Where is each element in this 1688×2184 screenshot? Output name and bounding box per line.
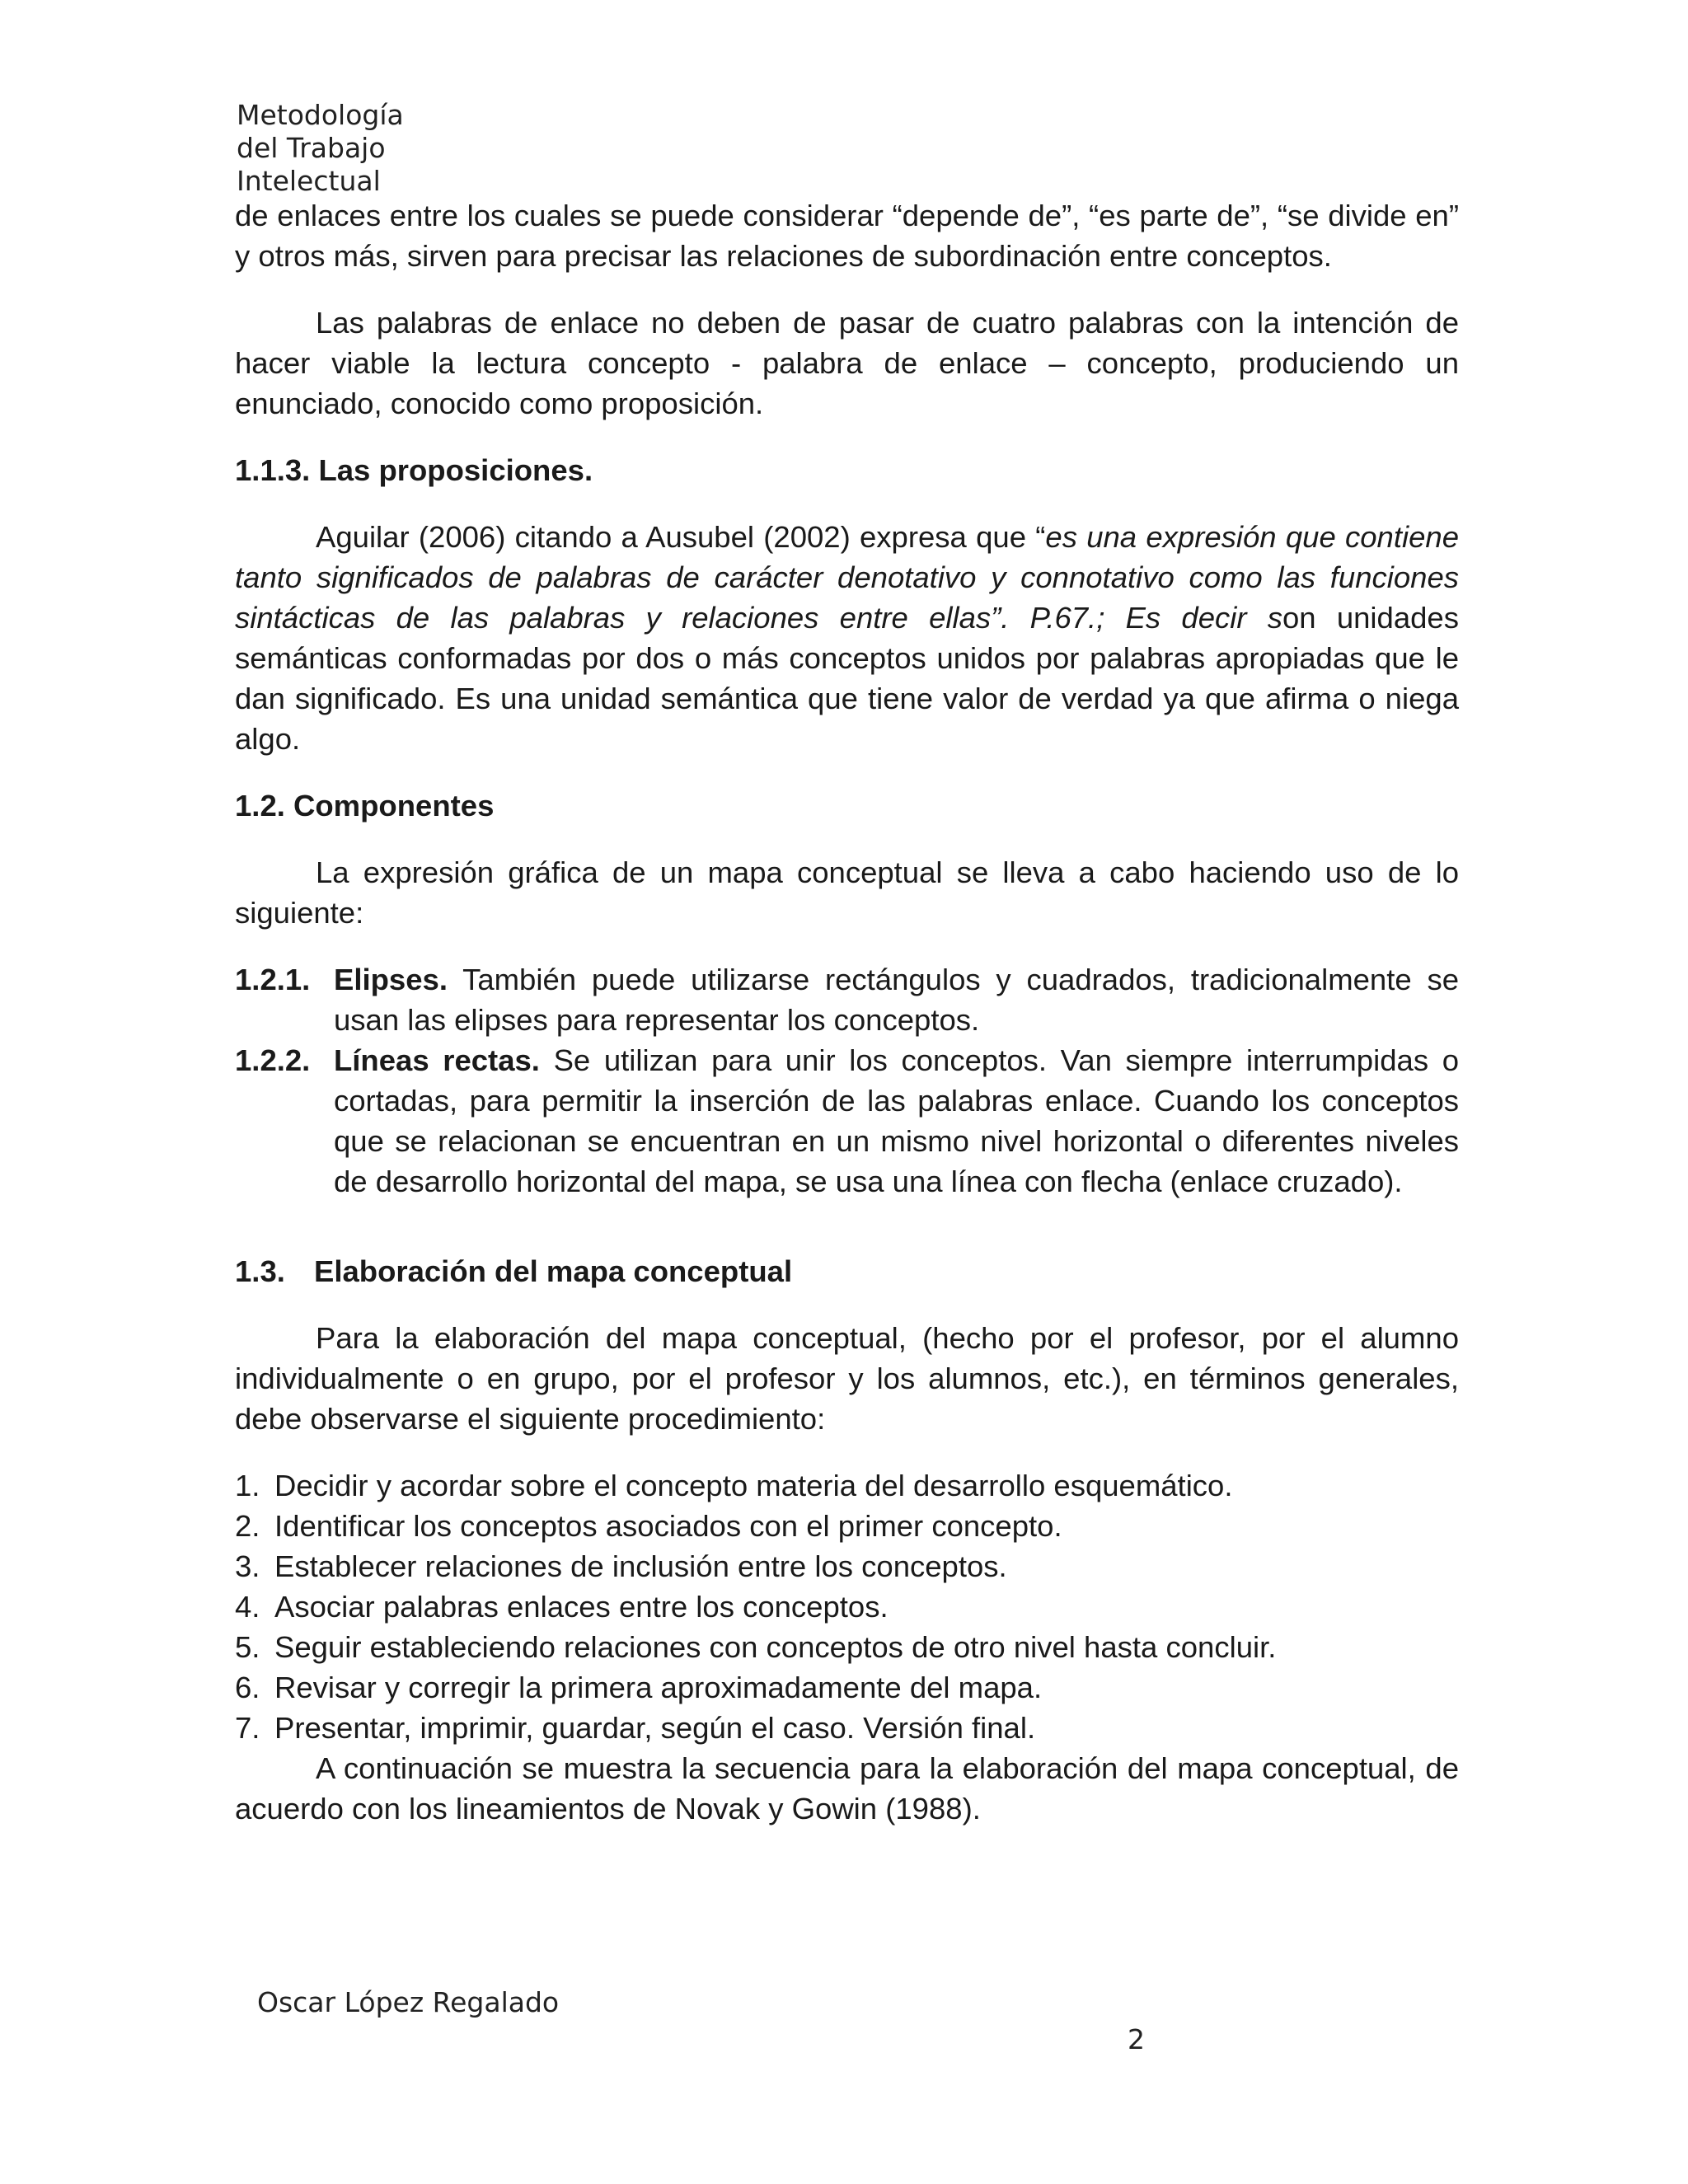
- components-list: [235, 959, 1459, 1202]
- heading-elaboracion: [235, 1251, 1459, 1291]
- step-text: Decidir y acordar sobre el concepto materia del desarrollo esquemático.: [274, 1469, 1233, 1502]
- proposition-explanation: on unidades semánticas conformadas por dos o más conceptos unidos por palabras apropiadas que le dan significado. Es una unidad semántica que tiene valor de verdad ya que afirma o niega algo.: [235, 601, 1459, 756]
- procedure-step: [235, 1506, 1459, 1546]
- header-title: Metodología del Trabajo Intelectual: [237, 99, 404, 197]
- step-text: Asociar palabras enlaces entre los conceptos.: [274, 1590, 889, 1624]
- procedure-step: [235, 1465, 1459, 1506]
- step-number: 2.: [235, 1509, 260, 1543]
- component-number: 1.2.1.: [235, 963, 311, 996]
- component-term: Elipses.: [334, 963, 448, 996]
- heading-proposiciones: 1.1.3. Las proposiciones.: [235, 453, 593, 487]
- paragraph-componentes-intro: La expresión gráfica de un mapa conceptual se lleva a cabo haciendo uso de lo siguiente:: [235, 855, 1459, 930]
- component-item: [235, 959, 1459, 1040]
- step-number: 5.: [235, 1630, 260, 1664]
- procedure-step: [235, 1546, 1459, 1586]
- step-number: 4.: [235, 1590, 260, 1624]
- component-text: Se utilizan para unir los conceptos. Van siempre interrumpidas o cortadas, para permitir la inserción de las palabras enlace. Cuando los conceptos que se relacionan se encuentran en un mismo nivel horizontal o diferentes niveles de desarrollo horizontal del mapa, se usa una línea con flecha (enlace cruzado).: [334, 1043, 1459, 1198]
- paragraph-elaboracion: Para la elaboración del mapa conceptual, (hecho por el profesor, por el alumno individualmente o en grupo, por el profesor y los alumnos, etc.), en términos generales, debe observarse el siguiente procedimiento:: [235, 1321, 1459, 1436]
- page-number: 2: [1128, 2023, 1145, 2055]
- page-content: [235, 195, 1459, 1855]
- step-number: 7.: [235, 1711, 260, 1745]
- procedure-steps-list: [235, 1465, 1459, 1748]
- step-text: Revisar y corregir la primera aproximadamente del mapa.: [274, 1671, 1043, 1704]
- procedure-step: [235, 1586, 1459, 1627]
- heading-elaboracion-title: Elaboración del mapa conceptual: [314, 1254, 793, 1288]
- paragraph-link-limit: Las palabras de enlace no deben de pasar de cuatro palabras con la intención de hacer viable la lectura concepto - palabra de enlace – concepto, produciendo un enunciado, conocido como proposición.: [235, 306, 1459, 420]
- component-item: [235, 1040, 1459, 1202]
- step-text: Identificar los conceptos asociados con el primer concepto.: [274, 1509, 1062, 1543]
- heading-componentes: 1.2. Componentes: [235, 789, 495, 823]
- proposition-quote: es una expresión que contiene tanto significados de palabras de carácter denotativo y connotativo como las funciones sintácticas de las palabras y relaciones entre ellas”. P.67.; Es decir s: [235, 520, 1459, 635]
- step-number: 3.: [235, 1549, 260, 1583]
- step-text: Establecer relaciones de inclusión entre los conceptos.: [274, 1549, 1007, 1583]
- paragraph-link-words: de enlaces entre los cuales se puede considerar “depende de”, “es parte de”, “se divide en” y otros más, sirven para precisar las relaciones de subordinación entre conceptos.: [235, 199, 1459, 273]
- step-number: 1.: [235, 1469, 260, 1502]
- component-description: [334, 1040, 1459, 1202]
- component-term: Líneas rectas.: [334, 1043, 540, 1077]
- procedure-step: [235, 1667, 1459, 1708]
- paragraph-proposiciones: [235, 517, 1459, 759]
- step-text: Presentar, imprimir, guardar, según el caso. Versión final.: [274, 1711, 1036, 1745]
- heading-elaboracion-number: 1.3.: [235, 1254, 285, 1288]
- procedure-step: [235, 1708, 1459, 1748]
- footer-author: Oscar López Regalado: [257, 1986, 560, 2018]
- step-number: 6.: [235, 1671, 260, 1704]
- proposition-intro: Aguilar (2006) citando a Ausubel (2002) expresa que “: [316, 520, 1046, 554]
- component-number: 1.2.2.: [235, 1043, 311, 1077]
- component-description: [334, 959, 1459, 1040]
- procedure-step: [235, 1627, 1459, 1667]
- paragraph-sequence-intro: A continuación se muestra la secuencia para la elaboración del mapa conceptual, de acuerdo con los lineamientos de Novak y Gowin (1988).: [235, 1751, 1459, 1825]
- component-text: También puede utilizarse rectángulos y cuadrados, tradicionalmente se usan las elipses para representar los conceptos.: [334, 963, 1459, 1037]
- step-text: Seguir estableciendo relaciones con conceptos de otro nivel hasta concluir.: [274, 1630, 1277, 1664]
